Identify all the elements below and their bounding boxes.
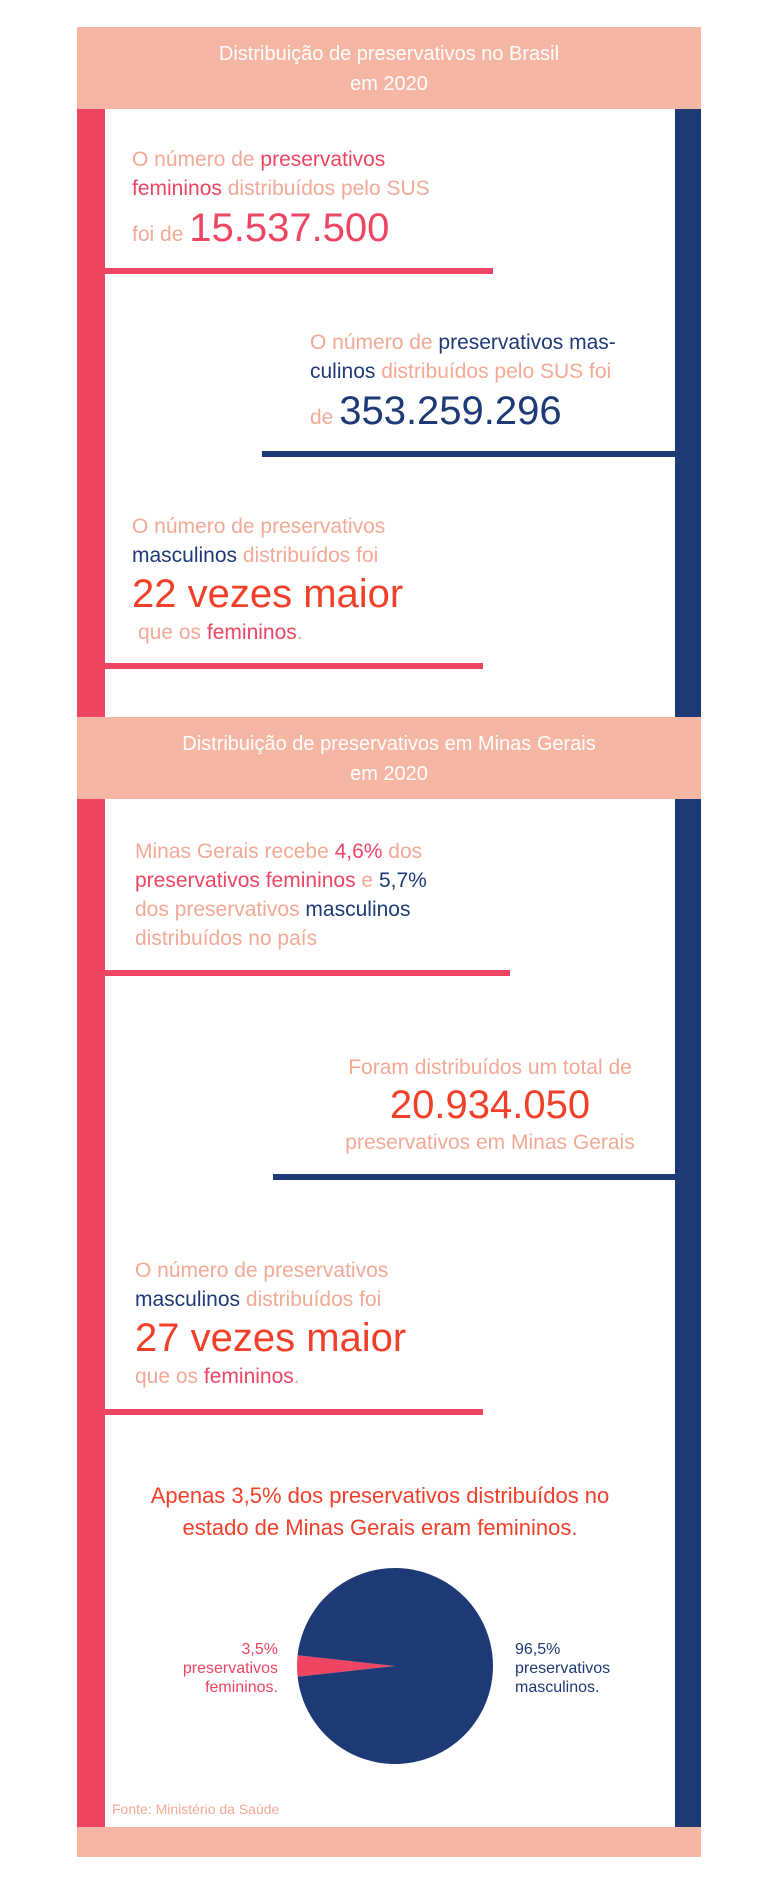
footer-band [77, 1827, 701, 1857]
highlight: masculinos [135, 1288, 241, 1311]
slice-label-text: preservativos [515, 1660, 611, 1677]
divider [105, 970, 510, 976]
text: . [296, 621, 303, 644]
source-note: Fonte: Ministério da Saúde [112, 1801, 280, 1817]
ratio-minas-block [135, 1256, 406, 1391]
slice-label-text: femininos. [205, 1679, 278, 1696]
slice-label-pct: 96,5% [515, 1641, 561, 1658]
divider [105, 268, 493, 274]
header-minas-line1: Distribuição de preservativos em Minas Gerais [182, 733, 596, 755]
ratio-minas-value: 27 vezes maior [135, 1316, 407, 1360]
divider [105, 663, 483, 669]
slice-label-text: preservativos [182, 1660, 278, 1677]
ratio-brasil-block [132, 512, 403, 647]
divider [262, 451, 675, 457]
chart-title-line1: Apenas 3,5% dos preservativos distribuídos no [150, 1483, 610, 1508]
slice-label-male [515, 1640, 655, 1697]
text: foi de [132, 223, 190, 246]
highlight: femininos [206, 621, 297, 644]
text: Minas Gerais recebe [135, 840, 335, 863]
right-navy-bar [675, 108, 701, 1856]
minas-total-block [325, 1053, 655, 1157]
highlight: preservativos [260, 148, 386, 171]
highlight: masculinos [305, 898, 411, 921]
text: distribuídos foi [240, 1288, 382, 1311]
slice-label-text: masculinos. [515, 1679, 600, 1696]
text: distribuídos pelo SUS foi [375, 360, 612, 383]
highlight: femininos [203, 1365, 294, 1388]
divider [273, 1174, 675, 1180]
slice-label-female [150, 1640, 278, 1697]
text: distribuídos pelo SUS [221, 177, 430, 200]
text: dos [382, 840, 423, 863]
text: O número de preservativos [135, 1259, 389, 1282]
highlight: 4,6% [334, 840, 383, 863]
highlight: preservativos femininos [135, 869, 356, 892]
text: Foram distribuídos um total de [348, 1056, 632, 1079]
divider [105, 1409, 483, 1415]
pie-chart [295, 1566, 495, 1766]
text: O número de [132, 148, 261, 171]
header-brasil-line1: Distribuição de preservativos no Brasil [218, 43, 560, 65]
female-brasil-block [132, 145, 430, 251]
minas-total-value: 20.934.050 [389, 1083, 591, 1127]
highlight: culinos [310, 360, 376, 383]
chart-title [120, 1480, 640, 1544]
text: que os [135, 1365, 204, 1388]
text: O número de [310, 331, 439, 354]
text: dos preservativos [135, 898, 306, 921]
ratio-brasil-value: 22 vezes maior [132, 572, 404, 616]
highlight: 5,7% [378, 869, 427, 892]
highlight: masculinos [132, 544, 238, 567]
text: preservativos em Minas Gerais [345, 1131, 635, 1154]
highlight: femininos [132, 177, 222, 200]
header-brasil-line2: em 2020 [350, 73, 428, 95]
minas-share-block [135, 837, 427, 953]
text: O número de preservativos [132, 515, 386, 538]
highlight: preservativos mas- [438, 331, 616, 354]
header-minas-line2: em 2020 [350, 763, 428, 785]
header-brasil [77, 27, 701, 109]
male-brasil-value: 353.259.296 [339, 389, 562, 433]
slice-label-pct: 3,5% [241, 1641, 278, 1658]
text: distribuídos no país [135, 927, 318, 950]
text: e [355, 869, 379, 892]
text: de [310, 406, 340, 429]
text: distribuídos foi [237, 544, 379, 567]
male-brasil-block [310, 328, 616, 434]
female-brasil-value: 15.537.500 [189, 206, 390, 250]
text: . [293, 1365, 300, 1388]
left-pink-bar [77, 108, 105, 1856]
chart-title-line2: estado de Minas Gerais eram femininos. [182, 1515, 578, 1540]
text: que os [138, 621, 207, 644]
header-minas [77, 717, 701, 799]
